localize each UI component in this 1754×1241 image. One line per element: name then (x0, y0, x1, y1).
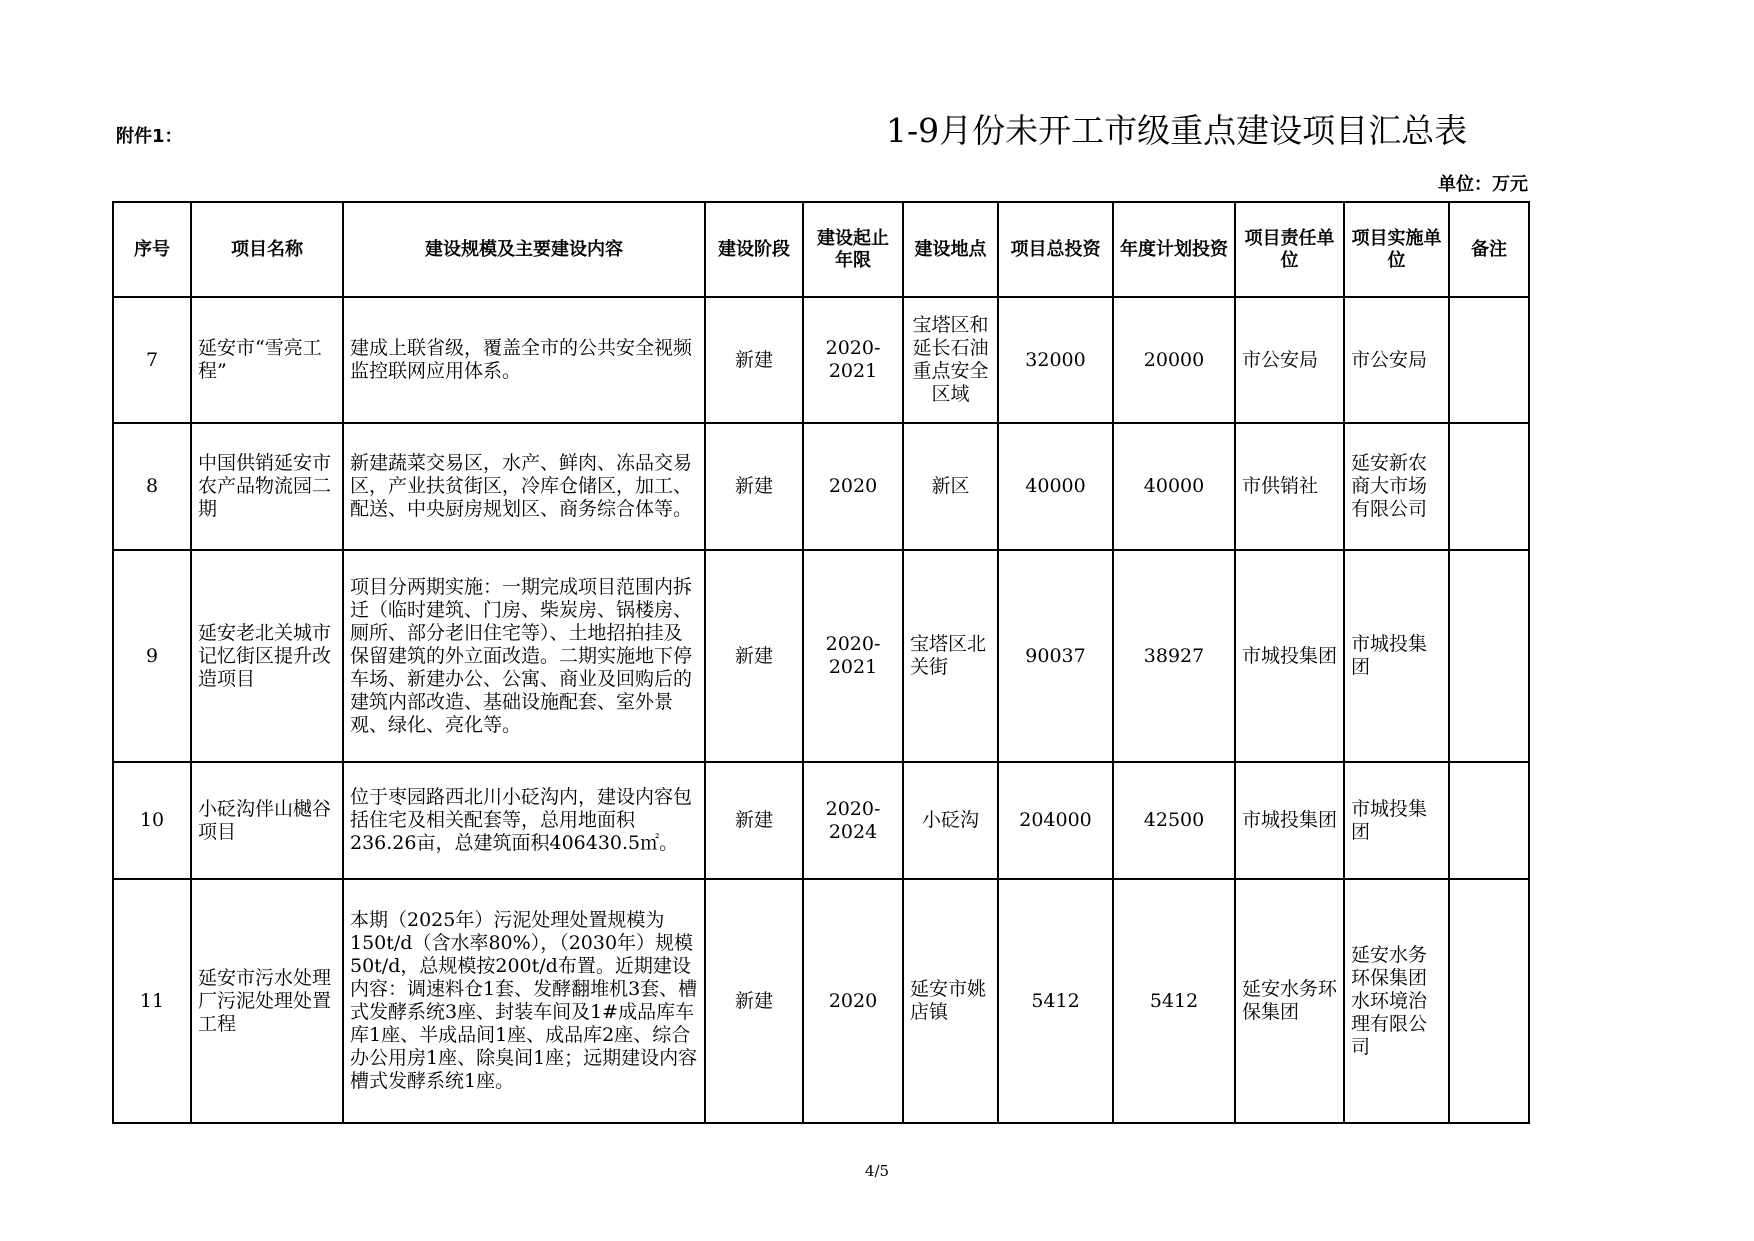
cell-content: 新建蔬菜交易区，水产、鲜肉、冻品交易区，产业扶贫街区，冷库仓储区，加工、配送、中央厨房规划区、商务综合体等。 (343, 423, 705, 550)
cell-stage: 新建 (705, 550, 803, 762)
col-location: 建设地点 (903, 202, 998, 297)
cell-location: 小砭沟 (903, 762, 998, 879)
page-number: 4/5 (864, 1162, 890, 1180)
cell-impl: 市公安局 (1344, 297, 1449, 423)
table-row (113, 762, 1529, 879)
cell-annual: 40000 (1113, 423, 1235, 550)
cell-stage: 新建 (705, 297, 803, 423)
cell-name: 延安市“雪亮工程” (191, 297, 343, 423)
cell-location: 延安市姚店镇 (903, 879, 998, 1123)
cell-no: 7 (113, 297, 191, 423)
col-annual: 年度计划投资 (1113, 202, 1235, 297)
cell-location: 宝塔区和延长石油重点安全区域 (903, 297, 998, 423)
cell-annual: 42500 (1113, 762, 1235, 879)
cell-period: 2020 (803, 879, 903, 1123)
cell-no: 10 (113, 762, 191, 879)
cell-period: 2020-2021 (803, 550, 903, 762)
cell-impl: 延安水务环保集团水环境治理有限公司 (1344, 879, 1449, 1123)
cell-location: 宝塔区北关街 (903, 550, 998, 762)
cell-stage: 新建 (705, 879, 803, 1123)
col-resp: 项目责任单位 (1235, 202, 1344, 297)
cell-period: 2020-2024 (803, 762, 903, 879)
cell-location: 新区 (903, 423, 998, 550)
cell-no: 9 (113, 550, 191, 762)
cell-stage: 新建 (705, 423, 803, 550)
attachment-label: 附件1： (116, 126, 183, 147)
col-period: 建设起止年限 (803, 202, 903, 297)
cell-content: 位于枣园路西北川小砭沟内，建设内容包括住宅及相关配套等，总用地面积236.26亩，总建筑面积406430.5㎡。 (343, 762, 705, 879)
table-header-row (113, 202, 1529, 297)
cell-annual: 20000 (1113, 297, 1235, 423)
cell-total: 204000 (998, 762, 1113, 879)
cell-impl: 市城投集团 (1344, 762, 1449, 879)
cell-annual: 5412 (1113, 879, 1235, 1123)
cell-annual: 38927 (1113, 550, 1235, 762)
project-table (112, 201, 1530, 1124)
cell-total: 5412 (998, 879, 1113, 1123)
page-title: 1-9月份未开工市级重点建设项目汇总表 (886, 111, 1468, 150)
cell-impl: 市城投集团 (1344, 550, 1449, 762)
cell-period: 2020 (803, 423, 903, 550)
table-row (113, 297, 1529, 423)
cell-period: 2020-2021 (803, 297, 903, 423)
cell-name: 小砭沟伴山樾谷项目 (191, 762, 343, 879)
cell-content: 本期（2025年）污泥处理处置规模为150t/d（含水率80%），（2030年）规模50t/d，总规模按200t/d布置。近期建设内容：调速料仓1套、发酵翻堆机3套、槽式发酵系统3座、封装车间及1#成品库车库1座、半成品间1座、成品库2座、综合办公用房1座、除臭间1座；远期建设内容槽式发酵系统1座。 (343, 879, 705, 1123)
cell-resp: 市城投集团 (1235, 762, 1344, 879)
cell-remark (1449, 879, 1529, 1123)
cell-name: 延安老北关城市记忆街区提升改造项目 (191, 550, 343, 762)
cell-stage: 新建 (705, 762, 803, 879)
col-remark: 备注 (1449, 202, 1529, 297)
cell-impl: 延安新农商大市场有限公司 (1344, 423, 1449, 550)
cell-resp: 市供销社 (1235, 423, 1344, 550)
col-total: 项目总投资 (998, 202, 1113, 297)
table-row (113, 423, 1529, 550)
col-stage: 建设阶段 (705, 202, 803, 297)
col-content: 建设规模及主要建设内容 (343, 202, 705, 297)
cell-content: 项目分两期实施：一期完成项目范围内拆迁（临时建筑、门房、柴炭房、锅楼房、厕所、部分老旧住宅等）、土地招拍挂及保留建筑的外立面改造。二期实施地下停车场、新建办公、公寓、商业及回购后的建筑内部改造、基础设施配套、室外景观、绿化、亮化等。 (343, 550, 705, 762)
col-impl: 项目实施单位 (1344, 202, 1449, 297)
cell-resp: 市公安局 (1235, 297, 1344, 423)
cell-no: 8 (113, 423, 191, 550)
cell-name: 中国供销延安市农产品物流园二期 (191, 423, 343, 550)
table-row (113, 879, 1529, 1123)
cell-remark (1449, 550, 1529, 762)
cell-total: 40000 (998, 423, 1113, 550)
col-name: 项目名称 (191, 202, 343, 297)
cell-no: 11 (113, 879, 191, 1123)
cell-content: 建成上联省级，覆盖全市的公共安全视频监控联网应用体系。 (343, 297, 705, 423)
cell-name: 延安市污水处理厂污泥处理处置工程 (191, 879, 343, 1123)
cell-resp: 市城投集团 (1235, 550, 1344, 762)
table-row (113, 550, 1529, 762)
cell-remark (1449, 297, 1529, 423)
cell-total: 32000 (998, 297, 1113, 423)
cell-resp: 延安水务环保集团 (1235, 879, 1344, 1123)
cell-remark (1449, 423, 1529, 550)
cell-total: 90037 (998, 550, 1113, 762)
unit-label: 单位：万元 (1438, 174, 1528, 195)
col-no: 序号 (113, 202, 191, 297)
cell-remark (1449, 762, 1529, 879)
